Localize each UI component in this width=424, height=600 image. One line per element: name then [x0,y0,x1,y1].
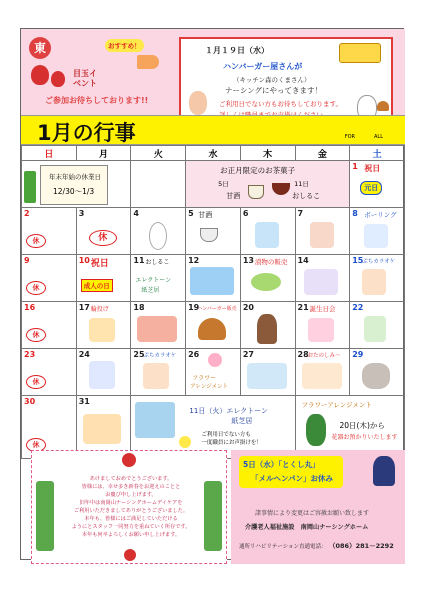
electone-info: 11日（火）エレクトーン [189,407,269,415]
day-cell-25 [131,349,186,396]
surprise-label: おたのしみ～ [307,353,341,359]
day-number: 7 [297,209,304,218]
day-cell-3 [76,208,131,255]
hamburger-icon [198,318,226,340]
day-cell-13 [240,255,295,302]
day-number: 14 [297,256,309,265]
exercise-icon [89,361,115,389]
phone-number: （086）281－2292 [329,542,394,550]
electone-label: エレクトーン [135,277,172,284]
day-number: 10 [78,256,90,265]
exercise-people-icon [310,222,334,248]
flower-icon [208,353,222,367]
greeting-line: 本年も、皆様にはご満足していただける [84,516,178,522]
calendar-grid [21,145,405,459]
amazake-label: 甘酒 [198,211,213,219]
day-cell-24 [76,349,131,396]
day-number: 30 [24,397,36,406]
sweets-amazake: 甘酒 [226,192,241,200]
snowman-icon [149,222,167,250]
greeting-line: 旧年中は南岡山ナーシングホームデイケアを [79,500,183,506]
sweets-title: お正月限定のお茶菓子 [220,166,296,175]
day-cell-5 [186,208,241,255]
weekday-sat: 土 [350,146,405,161]
people-icon [304,269,338,295]
flower-date: 20日(木)から [339,421,385,430]
all-label: ALL [374,134,383,140]
page-title: 1月の行事 [37,121,136,145]
day-cell-20 [240,302,295,349]
day5-notice-line2: 「メルヘンパン」お休み [251,474,333,483]
weekday-sun: 日 [22,146,77,161]
greeting-text [64,461,198,539]
day-number: 13 [242,256,254,265]
day-cell-27 [240,349,295,396]
closed-badge: 休 [26,281,46,295]
footer-notice [231,450,405,564]
kotatsu-icon [137,316,177,342]
karaoke-label: ぷちカラオケ [362,259,396,265]
flower-arrangement-label: フラワーアレンジメント [301,401,372,409]
bowl-icon [272,183,290,195]
day-number: 21 [297,303,309,312]
weekday-fri: 金 [295,146,350,161]
day-cell-2 [22,208,77,255]
flower-text: 花器お預かりいたします [331,434,398,441]
info-note2: 一度職員にお声掛けを！ [201,440,262,446]
kamishibai-label: 紙芝居 [141,287,160,294]
person-icon [364,316,386,342]
day-cell-26 [186,349,241,396]
flower-label: フラワー [192,375,217,382]
day-number: 19 [188,303,200,312]
weekday-tue: 火 [131,146,186,161]
phone-label: 通所リハビリテーション直通電話： [239,544,327,550]
day-cell-10 [76,255,131,302]
greeting-line: 皆様には、幸せ多き新春をお迎えのことと [81,484,181,490]
day-number: 12 [188,256,200,265]
hamburger-icon [377,101,389,111]
day-cell-15 [350,255,405,302]
daruma-icon [31,65,49,85]
day-number: 11 [133,256,145,265]
day5-notice-line1: 5日（水）「とくし丸」 [243,460,320,469]
greeting-line: お慶び申し上げます。 [105,492,157,498]
arrangement-label: アレンジメント [190,384,228,390]
weekday-wed: 水 [186,146,241,161]
day-number: 27 [242,350,254,359]
tsukemono-label: 漬物の販売 [254,258,288,266]
day-cell-empty [131,161,186,208]
sweets-box-cell [186,161,350,208]
oshiruko-label: おしるこ [145,259,170,266]
birthday-icon [308,318,334,342]
for-label: FOR [344,134,355,140]
day-cell-8 [350,208,405,255]
food-truck-icon [339,43,381,63]
notice-line2: （キッチン森のくまさん） [233,76,311,84]
cup-icon [200,228,218,242]
day-number: 1 [352,162,358,171]
day-number: 25 [133,350,145,359]
notice-line1: ハンバーガー屋さんが [223,62,303,71]
kadomatsu-icon [36,481,54,551]
note-icon [179,436,191,448]
day5-notice-box [239,456,343,488]
holiday-label: 祝日 [90,259,109,269]
day-cell-11 [131,255,186,302]
snow-scene-icon [190,267,234,295]
game-icon [247,363,287,389]
day-cell-17 [76,302,131,349]
teacup-icon [248,185,264,199]
notice-line3: ナーシングにやってきます！ [225,86,323,95]
kadomatsu-icon [204,481,222,551]
police-icon [373,456,395,486]
cat-icon [362,363,390,389]
kadomatsu-icon [24,171,36,203]
ring-toss-icon [89,318,115,342]
karaoke-label: ぷちカラオケ [143,353,177,359]
day-cell-7 [295,208,350,255]
day-cell-22 [350,302,405,349]
day-number: 9 [24,256,30,265]
contact-note: 諸事情により変更はご容赦お願い致します [255,510,370,517]
megaphone-icon [137,55,159,69]
title-band [21,115,405,145]
closed-badge: 休 [26,438,46,452]
holiday-box [40,165,108,205]
day-number: 31 [78,397,90,406]
seijin-badge: 成人の日 [81,279,113,292]
sweets-d5: 5日 [218,180,229,188]
calendar-page [20,28,404,560]
day-cell-12 [186,255,241,302]
greeting-line: あけましておめでとうございます。 [89,476,173,482]
recommend-label: おすすめ！ [105,39,144,52]
day-cell-18 [131,302,186,349]
hamburger-notice [179,37,393,127]
closed-badge: 休 [26,328,46,342]
day-cell-29 [350,349,405,396]
event-label: 目玉イベント [73,69,97,88]
holiday-box-line2: 12/30～1/3 [53,187,95,196]
tree-icon [257,314,277,344]
kamishibai-scene-icon [135,402,175,438]
notice-date: １月１９日（水） [205,46,269,55]
berry-icon [306,414,326,446]
sweets-oshiruko: おしるこ [292,192,321,200]
day-number: 24 [78,350,90,359]
daruma-icon [124,549,136,561]
holiday-label: 祝日 [364,164,381,173]
hamburger-sale-label: ハンバーガー販売 [197,306,237,312]
day-cell-16 [22,302,77,349]
day-number: 5 [188,209,194,218]
day-cell-21 [295,302,350,349]
bonfire-icon [83,414,121,444]
day-cell-1 [350,161,405,208]
sweets-d11: 11日 [294,180,309,188]
day-number: 23 [24,350,36,359]
day-cell-6 [240,208,295,255]
day-cell-4 [131,208,186,255]
day-cell-23 [22,349,77,396]
girl-icon [189,91,207,115]
daruma-icon [51,71,65,87]
new-year-greeting [31,450,227,564]
day-number: 29 [352,350,364,359]
bowling-icon [364,224,388,248]
header-notice-area [169,29,405,115]
day-number: 2 [24,209,30,218]
day-number: 26 [188,350,200,359]
bowling-label: ボーリング [364,211,397,219]
day-number: 6 [242,209,249,218]
kamishibai-info: 紙芝居 [231,417,253,425]
day-number: 16 [24,303,36,312]
day-number: 17 [78,303,90,312]
day-cell-14 [295,255,350,302]
closed-badge: 休 [89,230,117,246]
facility-name: 介護老人福祉施設 南岡山ナーシングホーム [245,524,369,531]
info-note1: ご利用日でない方も [201,432,251,438]
pickles-icon [251,273,281,291]
notice-line4: ご利用日でない方もお待ちしております。 [219,100,342,108]
karaoke-icon [143,363,169,389]
closed-badge: 休 [26,375,46,389]
header-promo [21,29,169,116]
day-number: 8 [352,209,358,218]
closed-badge: 休 [26,234,46,248]
day-number: 22 [352,303,364,312]
gantan-badge: 元日 [360,181,382,195]
holiday-box-cell [22,161,131,208]
kanji-badge: 東 [29,37,51,59]
day-cell-28 [295,349,350,396]
exercise-people-icon [255,222,279,248]
holiday-box-line1: 年末年始の休業日 [49,173,101,181]
day-number: 28 [297,350,309,359]
weekday-mon: 月 [76,146,131,161]
karaoke-icon [362,269,386,295]
greeting-line: ご利用いただきましてありがとうございました。 [73,508,189,514]
day-number: 15 [352,256,364,265]
day-cell-9 [22,255,77,302]
day-number: 4 [133,209,139,218]
day-number: 3 [78,209,85,218]
wanage-label: 輪投げ [90,306,109,313]
weekday-thu: 木 [240,146,295,161]
people-icon [302,363,342,389]
greeting-line: ようにとスタッフ一同努力を重ねていく所存です。 [71,524,191,530]
day-cell-19 [186,302,241,349]
birthday-label: 誕生日会 [309,305,336,313]
day-number: 18 [133,303,145,312]
tagline: ご参加お待ちしております!! [45,96,149,105]
greeting-line: 本年も何卒よろしくお願い申し上げます。 [81,532,181,538]
day-number: 20 [242,303,254,312]
